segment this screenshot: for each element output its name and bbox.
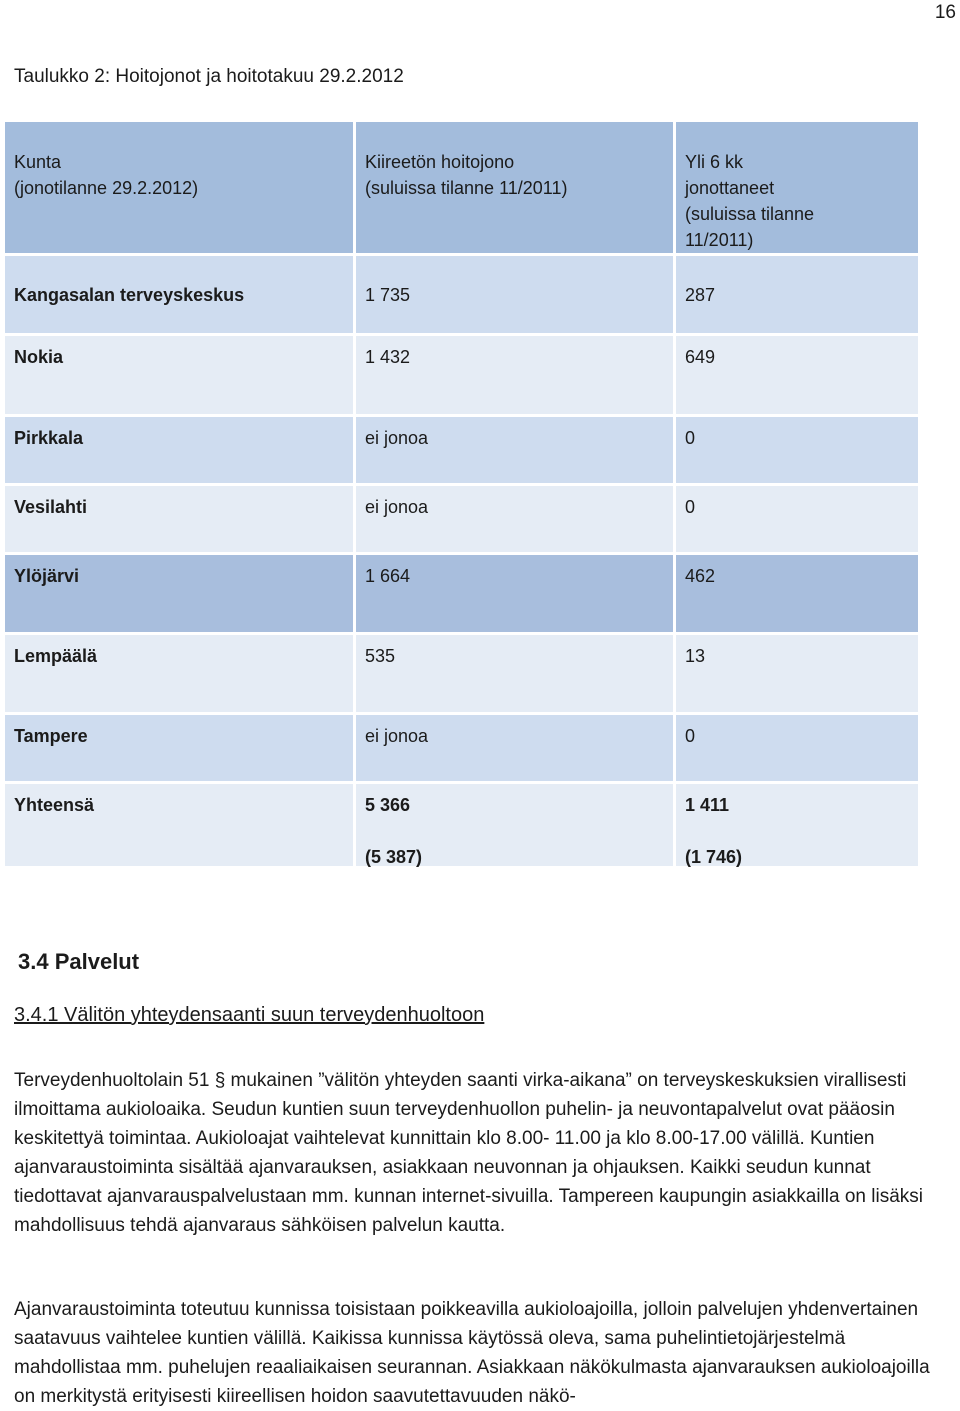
row-queue: ei jonoa: [356, 417, 673, 483]
row-name: Kangasalan terveyskeskus: [5, 256, 353, 333]
row-name: Lempäälä: [5, 635, 353, 712]
row-over6: 287: [676, 256, 918, 333]
queue-table: [5, 122, 918, 869]
row-over6: 649: [676, 336, 918, 414]
header-municipality: Kunta (jonotilanne 29.2.2012): [5, 122, 353, 253]
section-subheading: 3.4.1 Välitön yhteydensaanti suun terveydenhuoltoon: [14, 1004, 485, 1026]
row-over6: 0: [676, 486, 918, 552]
table-row: [5, 417, 918, 483]
total-name: Yhteensä: [5, 784, 353, 866]
table-row: [5, 336, 918, 414]
row-name: Vesilahti: [5, 486, 353, 552]
row-name: Nokia: [5, 336, 353, 414]
row-over6: 0: [676, 417, 918, 483]
row-queue: 1 664: [356, 555, 673, 632]
table-row: [5, 256, 918, 333]
row-over6: 13: [676, 635, 918, 712]
row-over6: 462: [676, 555, 918, 632]
row-queue: 1 432: [356, 336, 673, 414]
table-total-row: [5, 784, 918, 866]
row-name: Pirkkala: [5, 417, 353, 483]
row-name: Ylöjärvi: [5, 555, 353, 632]
table-row: [5, 555, 918, 632]
total-over6: 1 411 (1 746): [676, 784, 918, 866]
row-queue: 1 735: [356, 256, 673, 333]
section-heading: 3.4 Palvelut: [18, 949, 140, 974]
table-row: [5, 635, 918, 712]
total-queue: 5 366 (5 387): [356, 784, 673, 866]
header-over-6-months: Yli 6 kk jonottaneet (suluissa tilanne 11/2011): [676, 122, 918, 253]
header-non-urgent-queue: Kiireetön hoitojono (suluissa tilanne 11/2011): [356, 122, 673, 253]
row-over6: 0: [676, 715, 918, 781]
table-row: [5, 715, 918, 781]
table-row: [5, 486, 918, 552]
paragraph-2: Ajanvaraustoiminta toteutuu kunnissa toisistaan poikkeavilla aukioloajoilla, jolloin palvelujen yhdenvertainen saatavuus vaihtelee kuntien välillä. Kaikissa kunnissa käytössä oleva, sama puhelintietojärjestelmä mahdollistaa mm. puhelujen reaaliaikaisen seurannan. Asiakkaan näkökulmasta ajanvarauksen aukioloajoilla on merkitystä erityisesti kiireellisen hoidon saavutettavuuden näkö-: [14, 1299, 930, 1407]
paragraph-1: Terveydenhuoltolain 51 § mukainen ”välitön yhteyden saanti virka-aikana” on terveyskeskuksien virallisesti ilmoittama aukioloaika. Seudun kuntien suun terveydenhuollon puhelin- ja neuvontapalvelut ovat pääosin keskitettyä toimintaa. Aukioloajat vaihtelevat kunnittain klo 8.00- 11.00 ja klo 8.00-17.00 välillä. Kuntien ajanvaraustoiminta sisältää ajanvarauksen, asiakkaan neuvonnan ja ohjauksen. Kaikki seudun kunnat tiedottavat ajanvarauspalvelustaan mm. kunnan internet-sivuilla. Tampereen kaupungin asiakkailla on lisäksi mahdollisuus tehdä ajanvaraus sähköisen palvelun kautta.: [14, 1070, 924, 1236]
page-number: 16: [934, 2, 956, 23]
table-header-row: [5, 122, 918, 253]
row-queue: 535: [356, 635, 673, 712]
row-queue: ei jonoa: [356, 486, 673, 552]
row-name: Tampere: [5, 715, 353, 781]
row-queue: ei jonoa: [356, 715, 673, 781]
table-caption: Taulukko 2: Hoitojonot ja hoitotakuu 29.2.2012: [14, 66, 404, 87]
